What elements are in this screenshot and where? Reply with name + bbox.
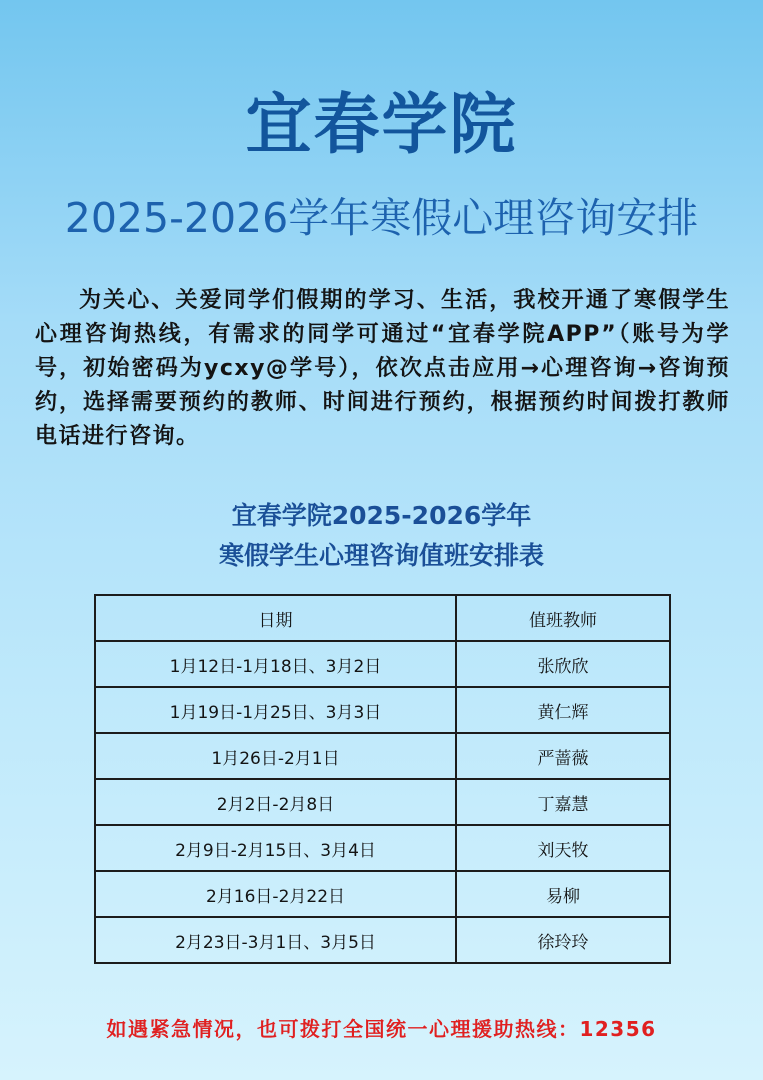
teacher-cell: 易柳: [456, 871, 670, 917]
table-row: [95, 733, 670, 779]
page-subtitle: 2025-2026学年寒假心理咨询安排: [64, 194, 699, 242]
teacher-cell: 严蔷薇: [456, 733, 670, 779]
table-row: [95, 641, 670, 687]
table-row: [95, 825, 670, 871]
school-title: 宜春学院: [245, 86, 518, 163]
date-cell: 2月9日-2月15日、3月4日: [95, 825, 456, 871]
teacher-cell: 黄仁辉: [456, 687, 670, 733]
table-title-line-2: 寒假学生心理咨询值班安排表: [218, 541, 544, 570]
teacher-cell: 丁嘉慧: [456, 779, 670, 825]
date-cell: 1月19日-1月25日、3月3日: [95, 687, 456, 733]
teacher-cell: 徐玲玲: [456, 917, 670, 963]
table-title-line-1: 宜春学院2025-2026学年: [231, 501, 532, 530]
intro-paragraph: 为关心、关爱同学们假期的学习、生活，我校开通了寒假学生心理咨询热线，有需求的同学可通过“宜春学院APP”（账号为学号，初始密码为ycxy@学号），依次点击应用→心理咨询→咨询预约，选择需要预约的教师、时间进行预约，根据预约时间拨打教师电话进行咨询。: [35, 288, 730, 449]
date-cell: 2月23日-3月1日、3月5日: [95, 917, 456, 963]
duty-schedule-table: [94, 594, 671, 964]
date-cell: 2月16日-2月22日: [95, 871, 456, 917]
teacher-cell: 张欣欣: [456, 641, 670, 687]
emergency-hotline-notice: 如遇紧急情况，也可拨打全国统一心理援助热线：12356: [106, 1017, 657, 1041]
date-cell: 1月12日-1月18日、3月2日: [95, 641, 456, 687]
table-row: [95, 687, 670, 733]
table-header-row: [95, 595, 670, 641]
header-teacher: 值班教师: [456, 595, 670, 641]
date-cell: 1月26日-2月1日: [95, 733, 456, 779]
table-row: [95, 871, 670, 917]
date-cell: 2月2日-2月8日: [95, 779, 456, 825]
table-row: [95, 779, 670, 825]
table-title: [0, 496, 763, 576]
table-row: [95, 917, 670, 963]
header-date: 日期: [95, 595, 456, 641]
teacher-cell: 刘天牧: [456, 825, 670, 871]
